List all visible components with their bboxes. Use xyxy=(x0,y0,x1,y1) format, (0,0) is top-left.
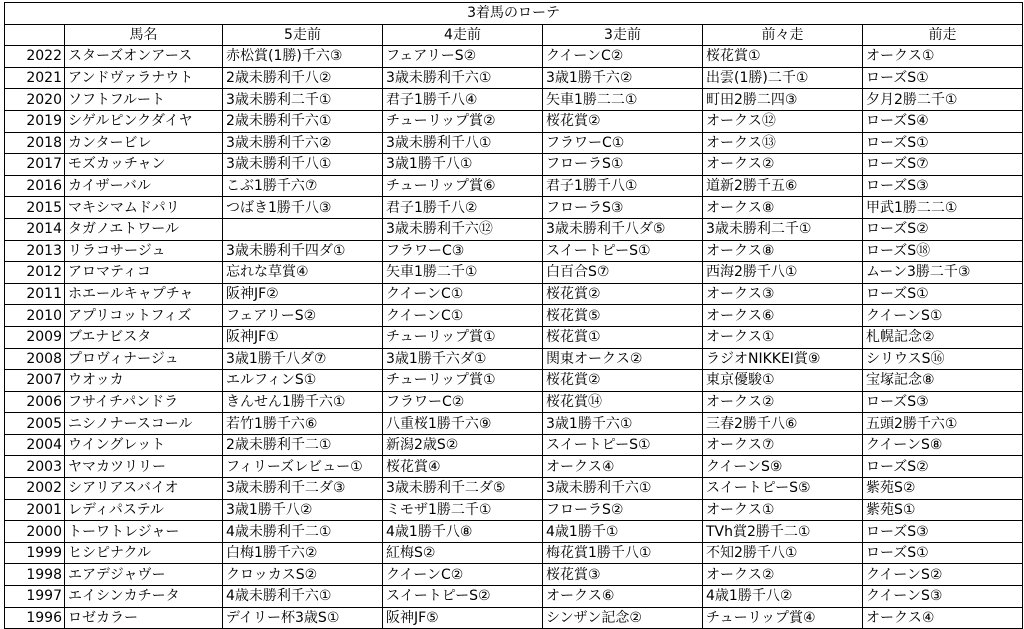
year-cell: 2019 xyxy=(5,110,65,132)
horse-name-cell: ヤマカツリリー xyxy=(65,456,223,478)
race-cell: 桜花賞② xyxy=(543,283,703,305)
race-cell: 3歳未勝利千八ダ⑤ xyxy=(543,218,703,240)
race-cell: チューリップ賞① xyxy=(383,370,543,392)
race-cell: クイーンC① xyxy=(383,305,543,327)
year-cell: 1999 xyxy=(5,542,65,564)
race-cell: 3歳未勝利千六① xyxy=(383,67,543,89)
race-cell: フローラS② xyxy=(543,499,703,521)
race-cell: 関東オークス② xyxy=(543,348,703,370)
race-cell: 甲武1勝二二① xyxy=(863,197,1023,219)
race-cell: チューリップ賞⑥ xyxy=(383,175,543,197)
table-row xyxy=(5,413,1023,435)
race-cell: 2歳未勝利千二① xyxy=(223,434,383,456)
race-cell xyxy=(223,218,383,240)
table-row xyxy=(5,89,1023,111)
race-cell: 桜花賞① xyxy=(543,326,703,348)
horse-name-cell: シアリアスバイオ xyxy=(65,478,223,500)
year-cell: 2017 xyxy=(5,154,65,176)
race-cell: 3歳未勝利千六⑫ xyxy=(383,218,543,240)
race-cell: 君子1勝千八④ xyxy=(383,89,543,111)
race-cell: 宝塚記念⑧ xyxy=(863,370,1023,392)
race-cell: シンザン記念② xyxy=(543,607,703,629)
year-cell: 2020 xyxy=(5,89,65,111)
race-cell: 若竹1勝千六⑥ xyxy=(223,413,383,435)
horse-name-cell: ブエナビスタ xyxy=(65,326,223,348)
race-cell: 阪神JF② xyxy=(223,283,383,305)
race-cell: ローズS① xyxy=(863,283,1023,305)
table-row xyxy=(5,456,1023,478)
race-cell: 3歳未勝利千六① xyxy=(543,478,703,500)
table-row xyxy=(5,283,1023,305)
race-cell: 桜花賞④ xyxy=(383,456,543,478)
race-cell: オークス② xyxy=(703,154,863,176)
race-cell: 3歳未勝利千八① xyxy=(383,132,543,154)
race-cell: オークス④ xyxy=(863,607,1023,629)
race-cell: 君子1勝千八② xyxy=(383,197,543,219)
horse-name-cell: マキシマムドパリ xyxy=(65,197,223,219)
race-cell: ローズS③ xyxy=(863,391,1023,413)
race-cell: フローラS③ xyxy=(543,197,703,219)
race-cell: チューリップ賞② xyxy=(383,110,543,132)
race-cell: ローズS③ xyxy=(863,175,1023,197)
race-cell: オークス⑧ xyxy=(703,240,863,262)
race-cell: フェアリーS② xyxy=(383,46,543,68)
year-cell: 2007 xyxy=(5,370,65,392)
table-row xyxy=(5,391,1023,413)
year-cell: 1996 xyxy=(5,607,65,629)
table-row xyxy=(5,132,1023,154)
race-cell: クイーンC① xyxy=(383,283,543,305)
race-cell: 3歳未勝利千二ダ③ xyxy=(223,478,383,500)
race-cell: ローズS③ xyxy=(863,521,1023,543)
race-cell: こぶ1勝千六⑦ xyxy=(223,175,383,197)
table-row xyxy=(5,67,1023,89)
horse-name-cell: カイザーバル xyxy=(65,175,223,197)
table-row xyxy=(5,46,1023,68)
table-row xyxy=(5,154,1023,176)
year-cell: 2003 xyxy=(5,456,65,478)
table-row xyxy=(5,348,1023,370)
race-cell: 夕月2勝二千① xyxy=(863,89,1023,111)
race-cell: ローズS④ xyxy=(863,110,1023,132)
table-row xyxy=(5,326,1023,348)
race-cell: デイリー杯3歳S① xyxy=(223,607,383,629)
race-cell: チューリップ賞① xyxy=(383,326,543,348)
race-cell: ローズS⑱ xyxy=(863,240,1023,262)
race-cell: ミモザ1勝二千① xyxy=(383,499,543,521)
race-cell: 2歳未勝利千八② xyxy=(223,67,383,89)
race-cell: フィリーズレビュー① xyxy=(223,456,383,478)
header-cell: 馬名 xyxy=(65,24,223,46)
race-cell: ラジオNIKKEI賞⑨ xyxy=(703,348,863,370)
horse-name-cell: エアデジャヴー xyxy=(65,564,223,586)
table-row xyxy=(5,607,1023,629)
horse-name-cell: アプリコットフィズ xyxy=(65,305,223,327)
horse-name-cell: スターズオンアース xyxy=(65,46,223,68)
year-cell: 2000 xyxy=(5,521,65,543)
race-cell: 桜花賞③ xyxy=(543,564,703,586)
race-cell: スイートピーS⑤ xyxy=(703,478,863,500)
race-cell: エルフィンS① xyxy=(223,370,383,392)
year-cell: 2011 xyxy=(5,283,65,305)
horse-name-cell: タガノエトワール xyxy=(65,218,223,240)
race-cell: オークス② xyxy=(703,391,863,413)
race-cell: ローズS① xyxy=(863,132,1023,154)
year-cell: 2021 xyxy=(5,67,65,89)
year-cell: 2004 xyxy=(5,434,65,456)
horse-name-cell: フサイチパンドラ xyxy=(65,391,223,413)
race-cell: 4歳未勝利千二① xyxy=(223,521,383,543)
year-cell: 2001 xyxy=(5,499,65,521)
race-cell: 白梅1勝千六② xyxy=(223,542,383,564)
race-cell: 3歳1勝千八ダ⑦ xyxy=(223,348,383,370)
race-cell: 出雲(1勝)二千① xyxy=(703,67,863,89)
horse-name-cell: ヒシピナクル xyxy=(65,542,223,564)
year-cell: 2016 xyxy=(5,175,65,197)
race-cell: 3歳未勝利二千① xyxy=(223,89,383,111)
race-cell: 五頭2勝千六① xyxy=(863,413,1023,435)
race-cell: TVh賞2勝千二① xyxy=(703,521,863,543)
table-title: 3着馬のローテ xyxy=(5,3,1023,25)
table-row xyxy=(5,478,1023,500)
horse-name-cell: ロゼカラー xyxy=(65,607,223,629)
table-row xyxy=(5,586,1023,608)
header-cell: 5走前 xyxy=(223,24,383,46)
horse-name-cell: シゲルピンクダイヤ xyxy=(65,110,223,132)
race-cell: 紫苑S② xyxy=(863,478,1023,500)
race-cell: 赤松賞(1勝)千六③ xyxy=(223,46,383,68)
table-row xyxy=(5,110,1023,132)
race-cell: フローラS① xyxy=(543,154,703,176)
race-cell: 紅梅S② xyxy=(383,542,543,564)
year-cell: 2018 xyxy=(5,132,65,154)
header-cell: 4走前 xyxy=(383,24,543,46)
year-cell: 2002 xyxy=(5,478,65,500)
race-cell: シリウスS⑯ xyxy=(863,348,1023,370)
horse-name-cell: モズカッチャン xyxy=(65,154,223,176)
race-cell: フラワーC① xyxy=(543,132,703,154)
race-cell: 3歳未勝利千四ダ① xyxy=(223,240,383,262)
horse-name-cell: カンタービレ xyxy=(65,132,223,154)
race-cell: 町田2勝二四③ xyxy=(703,89,863,111)
year-cell: 2009 xyxy=(5,326,65,348)
header-cell: 前走 xyxy=(863,24,1023,46)
year-cell: 1997 xyxy=(5,586,65,608)
table-row xyxy=(5,218,1023,240)
horse-name-cell: アロマティコ xyxy=(65,262,223,284)
race-cell: ローズS① xyxy=(863,542,1023,564)
horse-name-cell: ソフトフルート xyxy=(65,89,223,111)
race-cell: オークス① xyxy=(703,326,863,348)
horse-name-cell: リラコサージュ xyxy=(65,240,223,262)
table-row xyxy=(5,240,1023,262)
race-cell: 3歳1勝千六① xyxy=(543,413,703,435)
year-cell: 2010 xyxy=(5,305,65,327)
race-cell: クロッカスS② xyxy=(223,564,383,586)
race-cell: 桜花賞② xyxy=(543,370,703,392)
table-row xyxy=(5,521,1023,543)
race-cell: 3歳1勝千八② xyxy=(223,499,383,521)
horse-name-cell: ウイングレット xyxy=(65,434,223,456)
table-body xyxy=(5,46,1023,629)
rotation-table xyxy=(4,2,1023,629)
race-cell: オークス① xyxy=(863,46,1023,68)
race-cell: クイーンS⑧ xyxy=(863,434,1023,456)
race-cell: 3歳未勝利千八① xyxy=(223,154,383,176)
table-row xyxy=(5,499,1023,521)
race-cell: 矢車1勝二千① xyxy=(383,262,543,284)
horse-name-cell: ニシノナースコール xyxy=(65,413,223,435)
race-cell: オークス③ xyxy=(703,283,863,305)
year-cell: 2015 xyxy=(5,197,65,219)
race-cell: 4歳1勝千八② xyxy=(703,586,863,608)
race-cell: 白百合S⑦ xyxy=(543,262,703,284)
race-cell: オークス② xyxy=(703,564,863,586)
header-year xyxy=(5,24,65,46)
race-cell: オークス④ xyxy=(543,456,703,478)
race-cell: 3歳1勝千八① xyxy=(383,154,543,176)
race-cell: 3歳未勝利千二ダ⑤ xyxy=(383,478,543,500)
race-cell: オークス⑬ xyxy=(703,132,863,154)
table-row xyxy=(5,197,1023,219)
year-cell: 2013 xyxy=(5,240,65,262)
race-cell: ローズS⑦ xyxy=(863,154,1023,176)
race-cell: チューリップ賞④ xyxy=(703,607,863,629)
year-cell: 2012 xyxy=(5,262,65,284)
table-row xyxy=(5,542,1023,564)
horse-name-cell: エイシンカチータ xyxy=(65,586,223,608)
race-cell: つばき1勝千八③ xyxy=(223,197,383,219)
race-cell: オークス⑥ xyxy=(543,586,703,608)
year-cell: 2005 xyxy=(5,413,65,435)
race-cell: クイーンC② xyxy=(383,564,543,586)
race-cell: スイートピーS① xyxy=(543,240,703,262)
race-cell: ムーン3勝二千③ xyxy=(863,262,1023,284)
horse-name-cell: トーワトレジャー xyxy=(65,521,223,543)
race-cell: 3歳1勝千六ダ① xyxy=(383,348,543,370)
race-cell: オークス⑧ xyxy=(703,197,863,219)
race-cell: オークス⑫ xyxy=(703,110,863,132)
race-cell: クイーンS⑨ xyxy=(703,456,863,478)
horse-name-cell: ウオッカ xyxy=(65,370,223,392)
race-cell: 2歳未勝利千六① xyxy=(223,110,383,132)
race-cell: 不知2勝千八① xyxy=(703,542,863,564)
race-cell: 新潟2歳S② xyxy=(383,434,543,456)
race-cell: 4歳1勝千八⑧ xyxy=(383,521,543,543)
year-cell: 2006 xyxy=(5,391,65,413)
race-cell: スイートピーS② xyxy=(383,586,543,608)
title-row xyxy=(5,3,1023,25)
race-cell: クイーンS② xyxy=(863,564,1023,586)
race-cell: 3歳1勝千六② xyxy=(543,67,703,89)
race-cell: 桜花賞⑤ xyxy=(543,305,703,327)
race-cell: クイーンS① xyxy=(863,305,1023,327)
race-cell: 東京優駿① xyxy=(703,370,863,392)
race-cell: スイートピーS① xyxy=(543,434,703,456)
race-cell: オークス⑦ xyxy=(703,434,863,456)
race-cell: 矢車1勝二二① xyxy=(543,89,703,111)
table-row xyxy=(5,262,1023,284)
table-row xyxy=(5,370,1023,392)
race-cell: ローズS① xyxy=(863,67,1023,89)
race-cell: オークス① xyxy=(703,499,863,521)
horse-name-cell: アンドヴァラナウト xyxy=(65,67,223,89)
race-cell: ローズS② xyxy=(863,218,1023,240)
race-cell: 桜花賞② xyxy=(543,110,703,132)
header-cell: 3走前 xyxy=(543,24,703,46)
race-cell: 道新2勝千五⑥ xyxy=(703,175,863,197)
horse-name-cell: レディパステル xyxy=(65,499,223,521)
race-cell: 忘れな草賞④ xyxy=(223,262,383,284)
race-cell: フェアリーS② xyxy=(223,305,383,327)
race-cell: 阪神JF⑤ xyxy=(383,607,543,629)
year-cell: 1998 xyxy=(5,564,65,586)
year-cell: 2022 xyxy=(5,46,65,68)
race-cell: 4歳未勝利千六① xyxy=(223,586,383,608)
race-cell: 西海2勝千八① xyxy=(703,262,863,284)
table-row xyxy=(5,434,1023,456)
race-cell: 君子1勝千八① xyxy=(543,175,703,197)
year-cell: 2008 xyxy=(5,348,65,370)
horse-name-cell: プロヴィナージュ xyxy=(65,348,223,370)
header-row xyxy=(5,24,1023,46)
table-row xyxy=(5,305,1023,327)
race-cell: きんせん1勝千六① xyxy=(223,391,383,413)
race-cell: 紫苑S① xyxy=(863,499,1023,521)
race-cell: オークス⑥ xyxy=(703,305,863,327)
header-cell: 前々走 xyxy=(703,24,863,46)
race-cell: 桜花賞⑭ xyxy=(543,391,703,413)
race-cell: 桜花賞① xyxy=(703,46,863,68)
race-cell: 4歳1勝千① xyxy=(543,521,703,543)
race-cell: クイーンS③ xyxy=(863,586,1023,608)
race-cell: フラワーC② xyxy=(383,391,543,413)
race-cell: 八重桜1勝千六⑨ xyxy=(383,413,543,435)
race-cell: 3歳未勝利二千① xyxy=(703,218,863,240)
table-row xyxy=(5,564,1023,586)
race-cell: 梅花賞1勝千八① xyxy=(543,542,703,564)
year-cell: 2014 xyxy=(5,218,65,240)
race-cell: 3歳未勝利千六② xyxy=(223,132,383,154)
horse-name-cell: ホエールキャプチャ xyxy=(65,283,223,305)
race-cell: 札幌記念② xyxy=(863,326,1023,348)
race-cell: 阪神JF① xyxy=(223,326,383,348)
race-cell: ローズS② xyxy=(863,456,1023,478)
table-row xyxy=(5,175,1023,197)
race-cell: クイーンC② xyxy=(543,46,703,68)
race-cell: 三春2勝千八⑥ xyxy=(703,413,863,435)
race-cell: フラワーC③ xyxy=(383,240,543,262)
